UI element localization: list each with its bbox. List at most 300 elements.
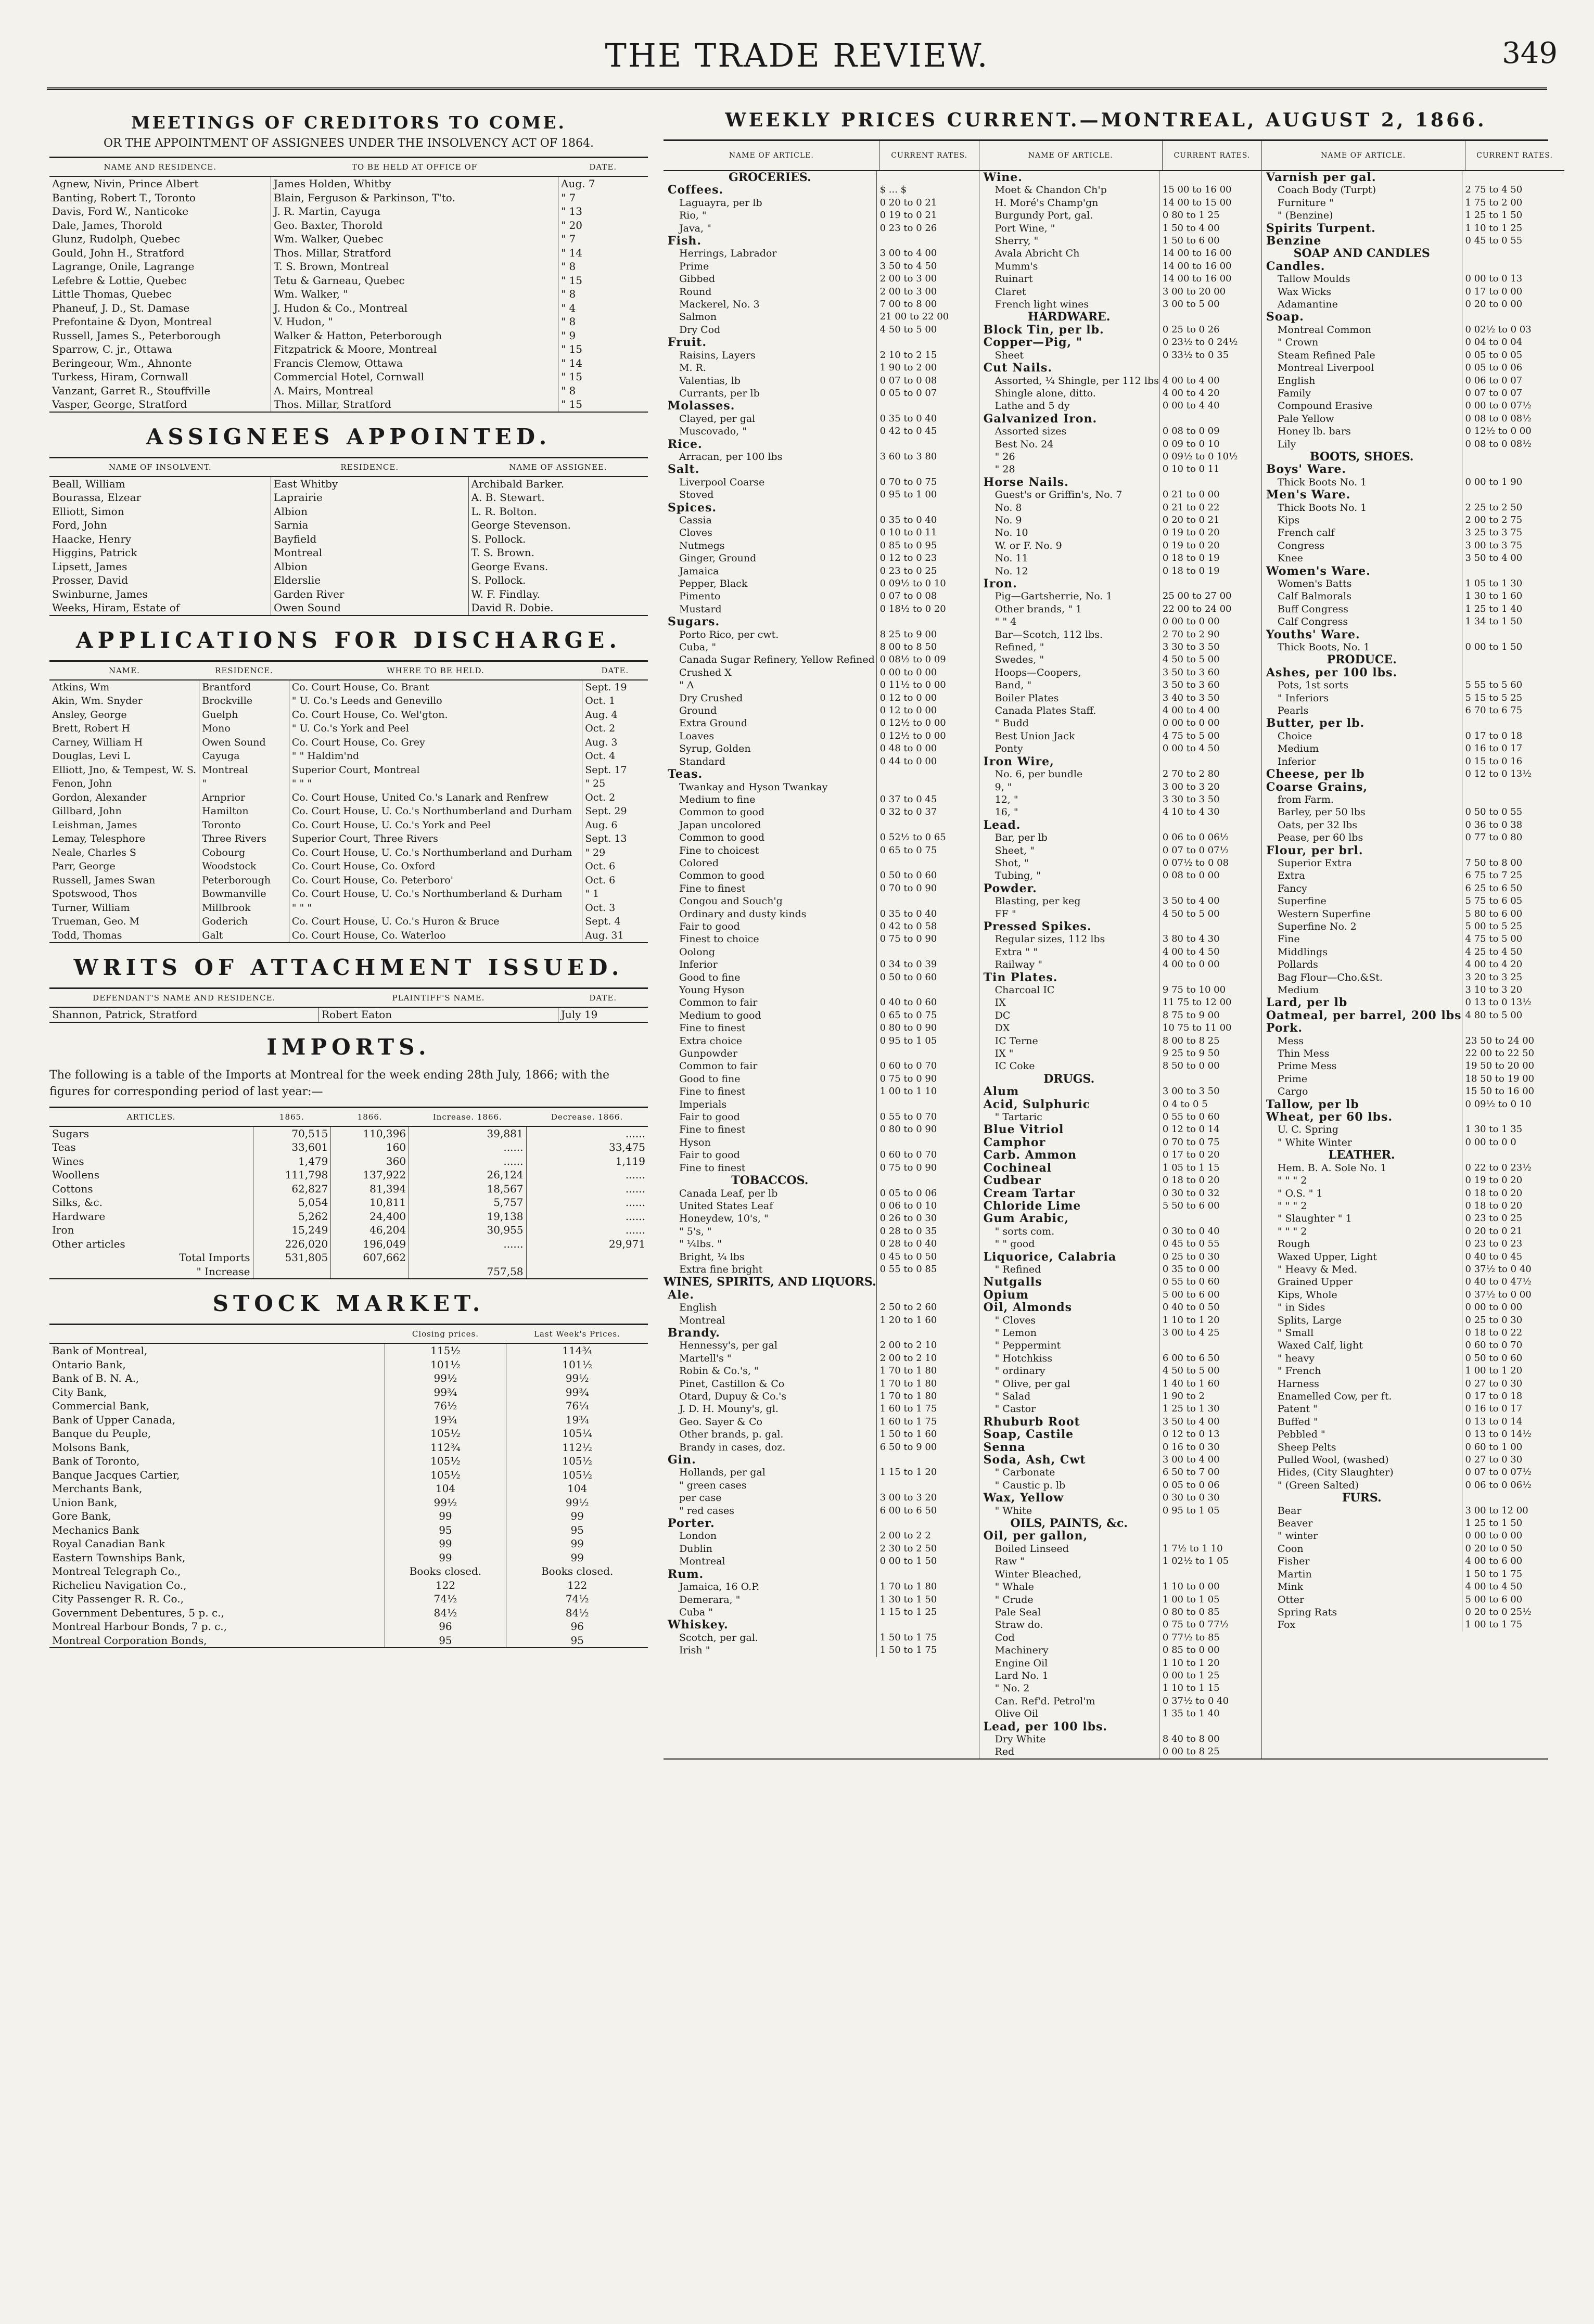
table-cell: Gould, John H., Stratford bbox=[52, 246, 185, 259]
current-rate: 0 95 to 1 05 bbox=[876, 1035, 979, 1047]
price-item bbox=[664, 1543, 979, 1555]
article-name: Candles. bbox=[1266, 260, 1325, 273]
price-group bbox=[979, 1416, 1261, 1428]
table-cell: Bank of Toronto, bbox=[52, 1455, 140, 1467]
table-cell: Gillbard, John bbox=[52, 805, 122, 817]
current-rate bbox=[876, 1454, 979, 1466]
col-header: DATE. bbox=[582, 661, 648, 680]
current-rate: 1 00 to 1 10 bbox=[876, 1085, 979, 1098]
article-name: IC Terne bbox=[994, 1035, 1038, 1047]
price-item bbox=[1262, 1619, 1564, 1631]
price-item bbox=[979, 1060, 1261, 1072]
price-item bbox=[664, 704, 979, 717]
article-name: " ordinary bbox=[994, 1365, 1045, 1377]
price-group bbox=[1262, 844, 1564, 857]
current-rate bbox=[1462, 793, 1564, 806]
price-category bbox=[1262, 653, 1564, 666]
stock-title: STOCK MARKET. bbox=[212, 1291, 485, 1316]
current-rate: 6 50 to 7 00 bbox=[1159, 1466, 1261, 1479]
prices-column-1 bbox=[664, 141, 979, 1758]
article-name: Common to fair bbox=[679, 997, 758, 1009]
article-name: Pimento bbox=[679, 590, 721, 602]
prices-column-2 bbox=[979, 141, 1261, 1758]
article-name: Mess bbox=[1277, 1035, 1304, 1047]
article-name: Tubing, " bbox=[994, 870, 1041, 882]
table-row bbox=[49, 232, 648, 246]
imports-rows bbox=[49, 1126, 648, 1279]
article-name: Crushed X bbox=[679, 666, 732, 678]
article-name: No. 10 bbox=[994, 527, 1028, 539]
col-header: RESIDENCE. bbox=[199, 661, 289, 680]
price-group bbox=[979, 413, 1261, 425]
current-rate: 0 00 to 0 13 bbox=[1462, 273, 1564, 285]
price-item bbox=[664, 1378, 979, 1390]
current-rate: 2 10 to 2 15 bbox=[876, 349, 979, 362]
current-rate: 0 05 to 0 07 bbox=[876, 387, 979, 400]
table-cell: 99 bbox=[385, 1537, 506, 1551]
current-rate: 0 19 to 0 20 bbox=[1159, 527, 1261, 539]
article-name: Fine to choicest bbox=[679, 844, 759, 856]
article-name: Superfine No. 2 bbox=[1277, 920, 1357, 932]
article-name: " Refined bbox=[994, 1263, 1041, 1275]
price-item bbox=[979, 514, 1261, 527]
current-rate: 0 40 to 0 47½ bbox=[1462, 1276, 1564, 1288]
article-name: FURS. bbox=[1342, 1492, 1382, 1505]
article-name: Blasting, per keg bbox=[994, 895, 1081, 907]
article-name: Cuba " bbox=[679, 1606, 713, 1618]
table-cell: 84½ bbox=[506, 1606, 648, 1620]
table-cell: 114¾ bbox=[506, 1343, 648, 1358]
price-item bbox=[979, 1644, 1261, 1657]
article-name: " A bbox=[679, 679, 694, 691]
article-name: Harness bbox=[1277, 1378, 1319, 1390]
current-rate: 10 75 to 11 00 bbox=[1159, 1022, 1261, 1034]
price-item bbox=[664, 1187, 979, 1200]
article-name: Japan uncolored bbox=[679, 819, 761, 831]
current-rate: 0 75 to 0 90 bbox=[876, 1073, 979, 1085]
table-cell: 531,805 bbox=[253, 1251, 331, 1265]
article-name: Patent " bbox=[1277, 1403, 1318, 1415]
col-header: RESIDENCE. bbox=[271, 457, 469, 477]
article-name: Regular sizes, 112 lbs bbox=[994, 933, 1105, 945]
price-item bbox=[1262, 1251, 1564, 1263]
current-rate: 0 08 to 0 00 bbox=[1159, 869, 1261, 882]
article-name: " O.S. " 1 bbox=[1277, 1187, 1323, 1199]
article-name: Cod bbox=[994, 1632, 1015, 1644]
current-rate: 4 00 to 4 20 bbox=[1159, 387, 1261, 400]
article-name: Clayed, per gal bbox=[679, 413, 756, 425]
table-cell: George Evans. bbox=[468, 560, 648, 574]
article-name: " red cases bbox=[679, 1505, 735, 1517]
price-group bbox=[979, 971, 1261, 984]
price-item bbox=[1262, 540, 1564, 552]
price-item bbox=[979, 1632, 1261, 1644]
table-cell: Commercial Bank, bbox=[52, 1399, 149, 1412]
current-rate bbox=[1462, 1149, 1564, 1161]
table-cell: Co. Court House, Co. Brant bbox=[289, 680, 582, 695]
current-rate: 0 19 to 0 20 bbox=[1159, 540, 1261, 552]
current-rate: 0 20 to 0 21 bbox=[876, 197, 979, 209]
current-rate: 14 00 to 15 00 bbox=[1159, 197, 1261, 209]
article-name: Fish. bbox=[668, 235, 702, 248]
price-item bbox=[1262, 1403, 1564, 1415]
current-rate: 1 10 to 1 25 bbox=[1462, 222, 1564, 235]
price-item bbox=[979, 679, 1261, 691]
price-item bbox=[979, 704, 1261, 717]
price-item bbox=[1262, 730, 1564, 742]
price-group bbox=[1262, 489, 1564, 501]
table-row bbox=[49, 777, 648, 791]
table-cell: Sept. 29 bbox=[582, 804, 648, 818]
current-rate: 0 32 to 0 37 bbox=[876, 806, 979, 818]
current-rate: 0 07 to 0 07½ bbox=[1462, 1466, 1564, 1479]
table-cell: 95 bbox=[506, 1634, 648, 1648]
table-cell: Bowmanville bbox=[199, 887, 289, 901]
rates-header: CURRENT RATES. bbox=[1465, 141, 1564, 170]
price-item bbox=[664, 1428, 979, 1441]
price-item bbox=[979, 502, 1261, 514]
current-rate: 0 25 to 0 30 bbox=[1159, 1251, 1261, 1263]
current-rate: 6 70 to 6 75 bbox=[1462, 704, 1564, 717]
price-item bbox=[664, 1162, 979, 1174]
article-name: Prime Mess bbox=[1277, 1060, 1337, 1072]
rates-header: CURRENT RATES. bbox=[879, 141, 979, 170]
price-item bbox=[1262, 755, 1564, 768]
meetings-title: MEETINGS OF CREDITORS TO COME. bbox=[131, 112, 567, 133]
current-rate: 3 50 to 4 50 bbox=[876, 260, 979, 273]
article-name: Rough bbox=[1277, 1238, 1310, 1250]
article-name: Shot, " bbox=[994, 857, 1029, 869]
table-cell: Atkins, Wm bbox=[52, 681, 110, 693]
current-rate: 6 00 to 6 50 bbox=[1159, 1352, 1261, 1365]
price-group bbox=[1262, 222, 1564, 235]
current-rate: 2 50 to 2 60 bbox=[876, 1301, 979, 1314]
price-item bbox=[1262, 641, 1564, 653]
table-row bbox=[49, 601, 648, 615]
article-name: Fair to good bbox=[679, 1111, 740, 1123]
col-header: Closing prices. bbox=[385, 1325, 506, 1344]
article-name: Pots, 1st sorts bbox=[1277, 679, 1348, 691]
current-rate: 3 50 to 4 00 bbox=[1462, 552, 1564, 564]
table-row bbox=[49, 204, 648, 219]
price-item bbox=[664, 641, 979, 653]
price-item bbox=[1262, 742, 1564, 755]
price-group bbox=[979, 1428, 1261, 1441]
article-name: Extra " " bbox=[994, 946, 1038, 958]
table-cell: Co. Court House, United Co.'s Lanark and Renfrew bbox=[289, 791, 582, 805]
current-rate: 0 85 to 0 95 bbox=[876, 540, 979, 552]
article-name: Geo. Sayer & Co bbox=[679, 1416, 762, 1428]
current-rate: 1 10 to 1 20 bbox=[1159, 1314, 1261, 1327]
table-cell: Aug. 3 bbox=[582, 736, 648, 750]
price-group bbox=[979, 1454, 1261, 1466]
price-item bbox=[664, 197, 979, 209]
table-cell: Three Rivers bbox=[199, 832, 289, 846]
article-name: Buff Congress bbox=[1277, 603, 1348, 615]
article-name: LEATHER. bbox=[1328, 1149, 1395, 1162]
current-rate: 0 75 to 0 90 bbox=[876, 933, 979, 945]
table-row bbox=[49, 804, 648, 818]
price-item bbox=[664, 286, 979, 298]
col-header: NAME OF ASSIGNEE. bbox=[468, 457, 648, 477]
article-name: " 28 bbox=[994, 464, 1015, 476]
price-item bbox=[664, 565, 979, 577]
current-rate: 4 50 to 5 00 bbox=[876, 324, 979, 336]
article-name: " No. 2 bbox=[994, 1683, 1030, 1694]
table-cell: " 25 bbox=[582, 777, 648, 791]
price-group bbox=[664, 502, 979, 514]
table-cell: Montreal Harbour Bonds, 7 p. c., bbox=[52, 1620, 227, 1633]
rates-header: CURRENT RATES. bbox=[1162, 141, 1261, 170]
current-rate: 4 00 to 4 20 bbox=[1462, 958, 1564, 971]
article-name: French light wines bbox=[994, 299, 1089, 311]
current-rate: 3 50 to 4 00 bbox=[1159, 895, 1261, 907]
article-name: Pollards bbox=[1277, 959, 1318, 971]
price-group bbox=[979, 1123, 1261, 1136]
price-group bbox=[979, 171, 1261, 184]
article-name: " 26 bbox=[994, 451, 1015, 463]
current-rate: 0 16 to 0 17 bbox=[1462, 742, 1564, 755]
current-rate: 1 20 to 1 60 bbox=[876, 1314, 979, 1327]
table-row bbox=[49, 1223, 648, 1237]
article-name: IX bbox=[994, 997, 1006, 1009]
article-name: Sheet bbox=[994, 349, 1024, 361]
price-item bbox=[979, 1365, 1261, 1377]
table-cell: Commercial Hotel, Cornwall bbox=[271, 370, 558, 384]
price-group bbox=[979, 1200, 1261, 1212]
current-rate: 0 50 to 0 55 bbox=[1462, 806, 1564, 818]
article-name: H. Moré's Champ'gn bbox=[994, 197, 1099, 209]
prices-column-header bbox=[979, 141, 1261, 171]
article-name: Dry White bbox=[994, 1733, 1046, 1745]
article-name: Tallow, per lb bbox=[1266, 1098, 1359, 1111]
table-cell: Turner, William bbox=[52, 902, 130, 914]
article-name: Brandy in cases, doz. bbox=[679, 1441, 786, 1453]
current-rate: 1 50 to 6 00 bbox=[1159, 235, 1261, 247]
current-rate: 4 50 to 5 00 bbox=[1159, 653, 1261, 666]
table-cell: Oct. 6 bbox=[582, 859, 648, 874]
table-cell: Montreal bbox=[199, 763, 289, 777]
article-name: " ¼lbs. " bbox=[679, 1238, 722, 1250]
table-cell: 757,58 bbox=[409, 1265, 526, 1279]
article-name: Assorted, ¼ Shingle, per 112 lbs bbox=[994, 375, 1159, 387]
current-rate bbox=[1462, 717, 1564, 729]
name-header: NAME OF ARTICLE. bbox=[1028, 151, 1113, 160]
price-item bbox=[979, 425, 1261, 438]
current-rate: 0 19 to 0 20 bbox=[1462, 1174, 1564, 1187]
article-name: United States Leaf bbox=[679, 1200, 773, 1212]
writs-rows bbox=[49, 1007, 648, 1022]
price-item bbox=[664, 1390, 979, 1403]
article-name: Irish " bbox=[679, 1645, 710, 1657]
current-rate: 1 50 to 1 75 bbox=[1462, 1568, 1564, 1581]
table-cell: East Whitby bbox=[271, 477, 469, 491]
article-name: Arracan, per 100 lbs bbox=[679, 451, 783, 463]
article-name: Wine. bbox=[983, 171, 1023, 184]
price-item bbox=[1262, 857, 1564, 869]
article-name: Steam Refined Pale bbox=[1277, 349, 1375, 361]
price-category bbox=[1262, 451, 1564, 463]
article-name: Ginger, Ground bbox=[679, 553, 757, 564]
current-rate: 0 25 to 0 30 bbox=[1462, 1314, 1564, 1327]
article-name: Cheese, per lb bbox=[1266, 768, 1365, 781]
current-rate bbox=[876, 1047, 979, 1060]
current-rate: 0 36 to 0 38 bbox=[1462, 819, 1564, 831]
price-item bbox=[1262, 603, 1564, 615]
table-cell: 33,601 bbox=[253, 1140, 331, 1154]
price-item bbox=[979, 615, 1261, 628]
article-name: Burgundy Port, gal. bbox=[994, 210, 1093, 222]
price-item bbox=[1262, 1365, 1564, 1377]
table-cell: Total Imports bbox=[179, 1251, 250, 1264]
current-rate bbox=[1159, 920, 1261, 933]
table-cell: Cottons bbox=[52, 1182, 93, 1195]
price-item bbox=[1262, 387, 1564, 400]
table-cell bbox=[253, 1265, 331, 1279]
table-cell: Vanzant, Garret R., Stouffville bbox=[52, 384, 211, 397]
price-item bbox=[1262, 425, 1564, 438]
table-row bbox=[49, 1154, 648, 1169]
article-name: Nutgalls bbox=[983, 1276, 1042, 1289]
price-item bbox=[1262, 908, 1564, 920]
price-item bbox=[664, 1047, 979, 1060]
price-item bbox=[664, 1035, 979, 1047]
price-item bbox=[1262, 882, 1564, 895]
table-cell: Richelieu Navigation Co., bbox=[52, 1578, 187, 1591]
article-name: Blue Vitriol bbox=[983, 1123, 1064, 1136]
prices-items bbox=[664, 171, 979, 1657]
article-name: Guest's or Griffin's, No. 7 bbox=[994, 489, 1123, 501]
current-rate: 0 12½ to 0 00 bbox=[1462, 425, 1564, 438]
table-row bbox=[49, 560, 648, 574]
article-name: FF " bbox=[994, 908, 1016, 920]
current-rate: 0 37 to 0 45 bbox=[876, 793, 979, 806]
table-cell: Shannon, Patrick, Stratford bbox=[52, 1008, 198, 1021]
name-header: NAME OF ARTICLE. bbox=[729, 151, 814, 160]
current-rate: 0 07 to 0 07½ bbox=[1159, 844, 1261, 857]
current-rate: 1 60 to 1 75 bbox=[876, 1403, 979, 1415]
table-cell: Akin, Wm. Snyder bbox=[52, 695, 143, 707]
price-item bbox=[979, 730, 1261, 742]
current-rate: 2 00 to 2 10 bbox=[876, 1339, 979, 1352]
table-row bbox=[49, 1509, 648, 1523]
table-cell: Co. Court House, U. Co.'s Northumberland and Durham bbox=[289, 804, 582, 818]
current-rate: 4 50 to 5 00 bbox=[1159, 1365, 1261, 1377]
current-rate bbox=[1462, 666, 1564, 679]
article-name: Waxed Upper, Light bbox=[1277, 1251, 1377, 1263]
current-rate: 6 25 to 6 50 bbox=[1462, 882, 1564, 895]
price-item bbox=[979, 628, 1261, 641]
discharge-rows bbox=[49, 680, 648, 943]
table-cell: Peterborough bbox=[199, 874, 289, 888]
current-rate bbox=[876, 1568, 979, 1581]
current-rate: 0 18 to 0 19 bbox=[1159, 552, 1261, 564]
price-item bbox=[664, 1403, 979, 1415]
table-cell: V. Hudon, " bbox=[271, 315, 558, 329]
price-item bbox=[979, 692, 1261, 704]
article-name: Carb. Ammon bbox=[983, 1149, 1077, 1162]
price-item bbox=[1262, 502, 1564, 514]
current-rate: 0 55 to 0 60 bbox=[1159, 1111, 1261, 1123]
current-rate: 4 00 to 4 00 bbox=[1159, 375, 1261, 387]
article-name: Montreal bbox=[679, 1556, 725, 1568]
article-name: Avala Abricht Ch bbox=[994, 248, 1080, 260]
table-row bbox=[49, 1468, 648, 1482]
article-name: Common to good bbox=[679, 806, 765, 818]
article-name: Jamaica, 16 O.P. bbox=[679, 1581, 760, 1593]
article-name: Medium bbox=[1277, 743, 1319, 755]
price-item bbox=[979, 1352, 1261, 1365]
table-row bbox=[49, 1496, 648, 1510]
table-cell: Neale, Charles S bbox=[52, 846, 136, 858]
article-name: 12, " bbox=[994, 793, 1018, 805]
price-item bbox=[1262, 679, 1564, 691]
price-group bbox=[979, 1187, 1261, 1200]
article-name: Canada Sugar Refinery, Yellow Refined bbox=[679, 654, 875, 666]
table-cell: 62,827 bbox=[253, 1182, 331, 1196]
table-row bbox=[49, 1237, 648, 1251]
table-row bbox=[49, 370, 648, 384]
table-cell: Books closed. bbox=[385, 1564, 506, 1578]
current-rate: 8 75 to 9 00 bbox=[1159, 1009, 1261, 1022]
table-cell: 122 bbox=[385, 1578, 506, 1593]
discharge-table bbox=[49, 660, 648, 944]
current-rate: 18 50 to 19 00 bbox=[1462, 1073, 1564, 1085]
table-row bbox=[49, 1413, 648, 1427]
price-item bbox=[979, 742, 1261, 755]
current-rate bbox=[1462, 1111, 1564, 1123]
table-cell bbox=[409, 1251, 526, 1265]
current-rate: 0 00 to 1 90 bbox=[1462, 476, 1564, 489]
table-row bbox=[49, 1343, 648, 1358]
article-name: Rhuburb Root bbox=[983, 1415, 1080, 1429]
price-item bbox=[664, 1301, 979, 1314]
current-rate: 1 90 to 2 bbox=[1159, 1390, 1261, 1403]
price-item bbox=[664, 1212, 979, 1225]
table-cell: Banque du Peuple, bbox=[52, 1427, 151, 1440]
article-name: Pulled Wool, (washed) bbox=[1277, 1454, 1389, 1466]
table-cell: 101½ bbox=[506, 1358, 648, 1372]
table-cell: " 15 bbox=[558, 397, 648, 412]
article-name: Congou and Souch'g bbox=[679, 895, 783, 907]
article-name: Prime bbox=[679, 260, 709, 272]
article-name: " Heavy & Med. bbox=[1277, 1263, 1358, 1275]
table-cell: 10,811 bbox=[331, 1196, 409, 1210]
current-rate bbox=[1462, 171, 1564, 184]
price-item bbox=[979, 552, 1261, 564]
article-name: Fine to finest bbox=[679, 1124, 746, 1136]
current-rate bbox=[1159, 882, 1261, 895]
current-rate: 0 26 to 0 30 bbox=[876, 1212, 979, 1225]
article-name: Buffed " bbox=[1277, 1416, 1318, 1428]
article-name: " French bbox=[1277, 1365, 1321, 1377]
current-rate bbox=[876, 768, 979, 780]
table-cell: 105½ bbox=[506, 1468, 648, 1482]
price-item bbox=[664, 869, 979, 882]
table-cell: Aug. 7 bbox=[558, 176, 648, 191]
current-rate: 0 07 to 0 07 bbox=[1462, 387, 1564, 400]
price-item bbox=[1262, 946, 1564, 958]
current-rate: 0 18 to 0 20 bbox=[1462, 1200, 1564, 1212]
price-item bbox=[1262, 615, 1564, 628]
price-item bbox=[1262, 514, 1564, 527]
article-name: Muscovado, " bbox=[679, 426, 747, 438]
current-rate: 0 16 to 0 17 bbox=[1462, 1403, 1564, 1415]
table-cell: 46,204 bbox=[331, 1223, 409, 1237]
current-rate: 0 12 to 0 00 bbox=[876, 704, 979, 717]
table-row bbox=[49, 191, 648, 205]
current-rate: 4 00 to 4 00 bbox=[1159, 704, 1261, 717]
